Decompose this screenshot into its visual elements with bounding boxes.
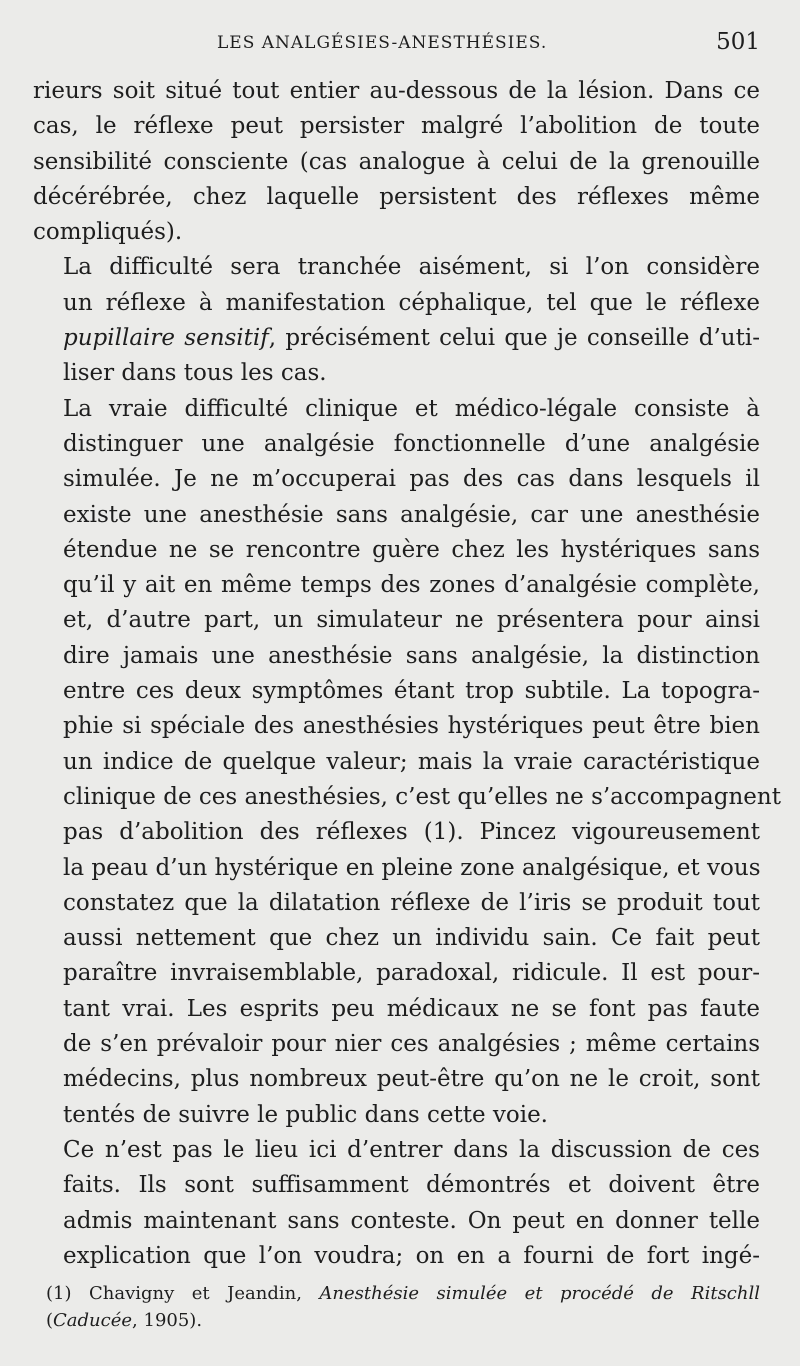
text-line: La difficulté sera tranchée aisément, si l’on considère	[63, 254, 760, 281]
text-line: distinguer une analgésie fonctionnelle d’une analgésie	[63, 430, 760, 457]
footnote	[46, 1280, 760, 1334]
paragraph-2	[33, 250, 760, 391]
text-line: phie si spéciale des anesthésies hystériques peut être bien	[63, 713, 760, 740]
text-line: la peau d’un hystérique en pleine zone analgésique, et vous	[63, 854, 761, 881]
text-line: dire jamais une anesthésie sans analgésie, la distinction	[63, 642, 760, 669]
text-line-with-italic: pupillaire sensitif, précisément celui que je conseille d’uti-	[63, 325, 760, 352]
text-line: tentés de suivre le public dans cette voie.	[63, 1101, 548, 1128]
text-line: aussi nettement que chez un individu sain. Ce fait peut	[63, 925, 760, 952]
text-line: et, d’autre part, un simulateur ne présentera pour ainsi	[63, 607, 760, 634]
text-line: entre ces deux symptômes étant trop subtile. La topogra-	[63, 678, 760, 705]
italic-phrase: pupillaire sensitif	[63, 325, 269, 352]
paragraph-3	[33, 392, 781, 1133]
text-line: cas, le réflexe peut persister malgré l’abolition de toute	[33, 113, 760, 140]
text-line: La vraie difficulté clinique et médico-légale consiste à	[63, 395, 760, 422]
text-line: liser dans tous les cas.	[63, 360, 327, 387]
text-line: simulée. Je ne m’occuperai pas des cas dans lesquels il	[63, 466, 760, 493]
footnote-title: Anesthésie simulée et procédé de Ritschll	[319, 1283, 760, 1304]
text-line: existe une anesthésie sans analgésie, car une anesthésie	[63, 501, 760, 528]
text-line: un indice de quelque valeur; mais la vraie caractéristique	[63, 748, 760, 775]
text-line: médecins, plus nombreux peut-être qu’on ne le croit, sont	[63, 1066, 760, 1093]
text-line: constatez que la dilatation réflexe de l’iris se produit tout	[63, 889, 760, 916]
text-line: de s’en prévaloir pour nier ces analgésies ; même certains	[63, 1031, 760, 1058]
page-number: 501	[716, 29, 760, 55]
text-line: étendue ne se rencontre guère chez les hystériques sans	[63, 536, 760, 563]
text-line: faits. Ils sont suffisamment démontrés et doivent être	[63, 1172, 760, 1199]
text-line: clinique de ces anesthésies, c’est qu’elles ne s’accompagnent	[63, 783, 781, 810]
footnote-authors: Chavigny et Jeandin,	[88, 1283, 302, 1304]
footnote-marker: (1)	[46, 1283, 72, 1304]
text-line: paraître invraisemblable, paradoxal, ridicule. Il est pour-	[63, 960, 760, 987]
text-line: Ce n’est pas le lieu ici d’entrer dans la discussion de ces	[63, 1136, 760, 1163]
text-line: pas d’abolition des réflexes (1). Pincez vigoureusement	[63, 819, 760, 846]
text-line: rieurs soit situé tout entier au-dessous de la lésion. Dans ce	[33, 78, 760, 104]
text-line: explication que l’on voudra; on en a fourni de fort ingé-	[63, 1242, 760, 1269]
paragraph-1	[33, 74, 760, 250]
text-line: tant vrai. Les esprits peu médicaux ne se font pas faute	[63, 995, 760, 1022]
text-line: admis maintenant sans conteste. On peut en donner telle	[63, 1207, 760, 1234]
text-line: compliqués).	[33, 219, 183, 246]
footnote-line	[46, 1280, 760, 1307]
text-line: qu’il y ait en même temps des zones d’analgésie complète,	[63, 572, 760, 599]
page-header	[30, 29, 760, 63]
text-line-with-italic: un réflexe à manifestation céphalique, tel que le réflexe	[63, 289, 760, 316]
body-text	[33, 74, 781, 1274]
paragraph-4	[33, 1133, 760, 1274]
footnote-line: (Caducée, 1905).	[46, 1310, 203, 1331]
footnote-year: , 1905).	[132, 1310, 203, 1331]
running-title: LES ANALGÉSIES-ANESTHÉSIES.	[217, 33, 548, 53]
footnote-journal: Caducée	[53, 1310, 133, 1331]
text-line: décérébrée, chez laquelle persistent des réflexes même	[33, 183, 760, 210]
text-line: sensibilité consciente (cas analogue à celui de la grenouille	[33, 148, 760, 175]
